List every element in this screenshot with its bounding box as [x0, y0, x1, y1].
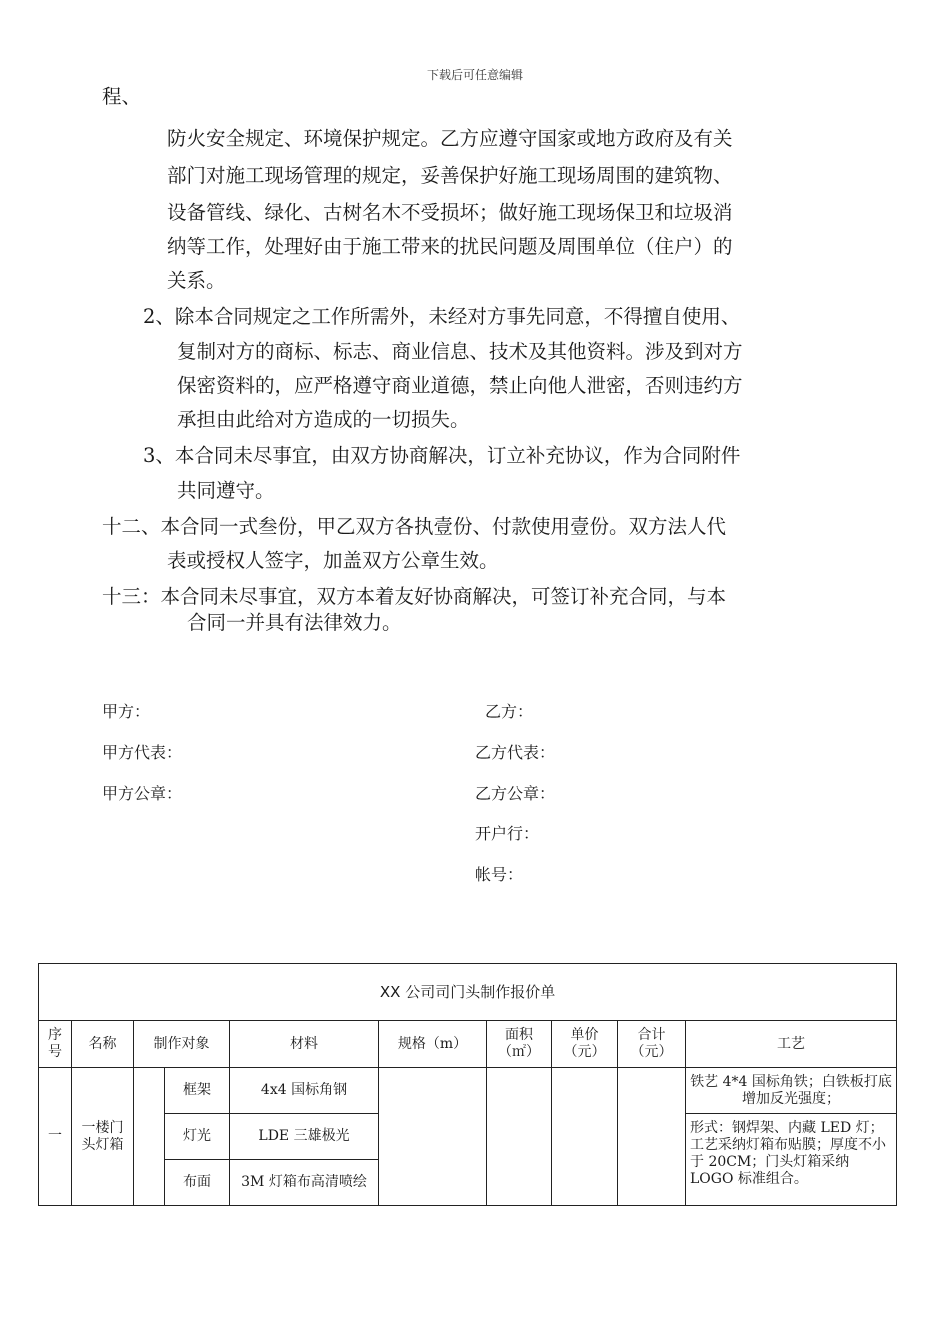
row-craft-2: 形式：钢焊架、内藏 LED 灯；工艺采纳灯箱布贴膜；厚度不小于 20CM；门头灯箱采纳 LOGO 标准组合。 — [686, 1114, 897, 1206]
header-name: 名称 — [72, 1021, 134, 1068]
table-row — [39, 1068, 897, 1114]
quote-table — [38, 963, 897, 1206]
party-a-label: 甲方： — [102, 702, 151, 721]
row-material: LDE 三雄极光 — [230, 1114, 379, 1160]
header-material: 材料 — [230, 1021, 379, 1068]
row-spec — [379, 1068, 487, 1206]
text-line: 设备管线、绿化、古树名木不受损坏；做好施工现场保卫和垃圾消 — [167, 201, 733, 224]
row-material: 4x4 国标角钢 — [230, 1068, 379, 1114]
page-header: 下载后可任意编辑 — [426, 68, 523, 82]
text-line: 部门对施工现场管理的规定，妥善保护好施工现场周围的建筑物、 — [167, 164, 733, 187]
row-unit-price — [552, 1068, 618, 1206]
header-total: 合计（元） — [618, 1021, 686, 1068]
text-line: 复制对方的商标、标志、商业信息、技术及其他资料。涉及到对方 — [177, 340, 743, 363]
party-b-rep-label: 乙方代表： — [475, 743, 556, 762]
row-object: 框架 — [165, 1068, 230, 1114]
row-object: 布面 — [165, 1160, 230, 1206]
bank-label: 开户行： — [475, 824, 540, 843]
text-line: 表或授权人签字，加盖双方公章生效。 — [167, 549, 499, 572]
header-unit-price: 单价（元） — [552, 1021, 618, 1068]
header-craft: 工艺 — [686, 1021, 897, 1068]
account-label: 帐号： — [475, 865, 524, 884]
row-object: 灯光 — [165, 1114, 230, 1160]
clause-2: 2、除本合同规定之工作所需外，未经对方事先同意，不得擅自使用、 — [143, 305, 741, 328]
party-a-rep-label: 甲方代表： — [102, 743, 183, 762]
text-line: 防火安全规定、环境保护规定。乙方应遵守国家或地方政府及有关 — [167, 127, 733, 150]
party-a-seal-label: 甲方公章： — [102, 784, 183, 803]
text-line: 保密资料的，应严格遵守商业道德，禁止向他人泄密，否则违约方 — [177, 374, 743, 397]
row-total — [618, 1068, 686, 1206]
row-blank-cell — [134, 1068, 165, 1206]
text-line: 承担由此给对方造成的一切损失。 — [177, 408, 470, 431]
header-spec: 规格（m） — [379, 1021, 487, 1068]
text-line: 合同一并具有法律效力。 — [187, 611, 402, 634]
row-material: 3M 灯箱布高清喷绘 — [230, 1160, 379, 1206]
header-area: 面积（㎡） — [487, 1021, 552, 1068]
text-line: 程、 — [102, 85, 142, 108]
row-seq: 一 — [39, 1068, 72, 1206]
row-name: 一楼门头灯箱 — [72, 1068, 134, 1206]
party-b-seal-label: 乙方公章： — [475, 784, 556, 803]
text-line: 纳等工作，处理好由于施工带来的扰民问题及周围单位（住户）的 — [167, 235, 733, 258]
party-b-label: 乙方： — [485, 702, 534, 721]
clause-3: 3、本合同未尽事宜，由双方协商解决，订立补充协议，作为合同附件 — [143, 444, 741, 467]
header-seq: 序号 — [39, 1021, 72, 1068]
text-line: 关系。 — [167, 269, 226, 292]
row-craft-1: 铁艺 4*4 国标角铁；白铁板打底增加反光强度； — [686, 1068, 897, 1114]
table-header-row — [39, 1021, 897, 1068]
clause-13: 十三：本合同未尽事宜，双方本着友好协商解决，可签订补充合同，与本 — [102, 585, 727, 608]
header-object: 制作对象 — [134, 1021, 230, 1068]
text-line: 共同遵守。 — [177, 479, 275, 502]
row-area — [487, 1068, 552, 1206]
table-title: XX 公司司门头制作报价单 — [39, 964, 897, 1021]
clause-12: 十二、本合同一式叁份，甲乙双方各执壹份、付款使用壹份。双方法人代 — [102, 515, 727, 538]
